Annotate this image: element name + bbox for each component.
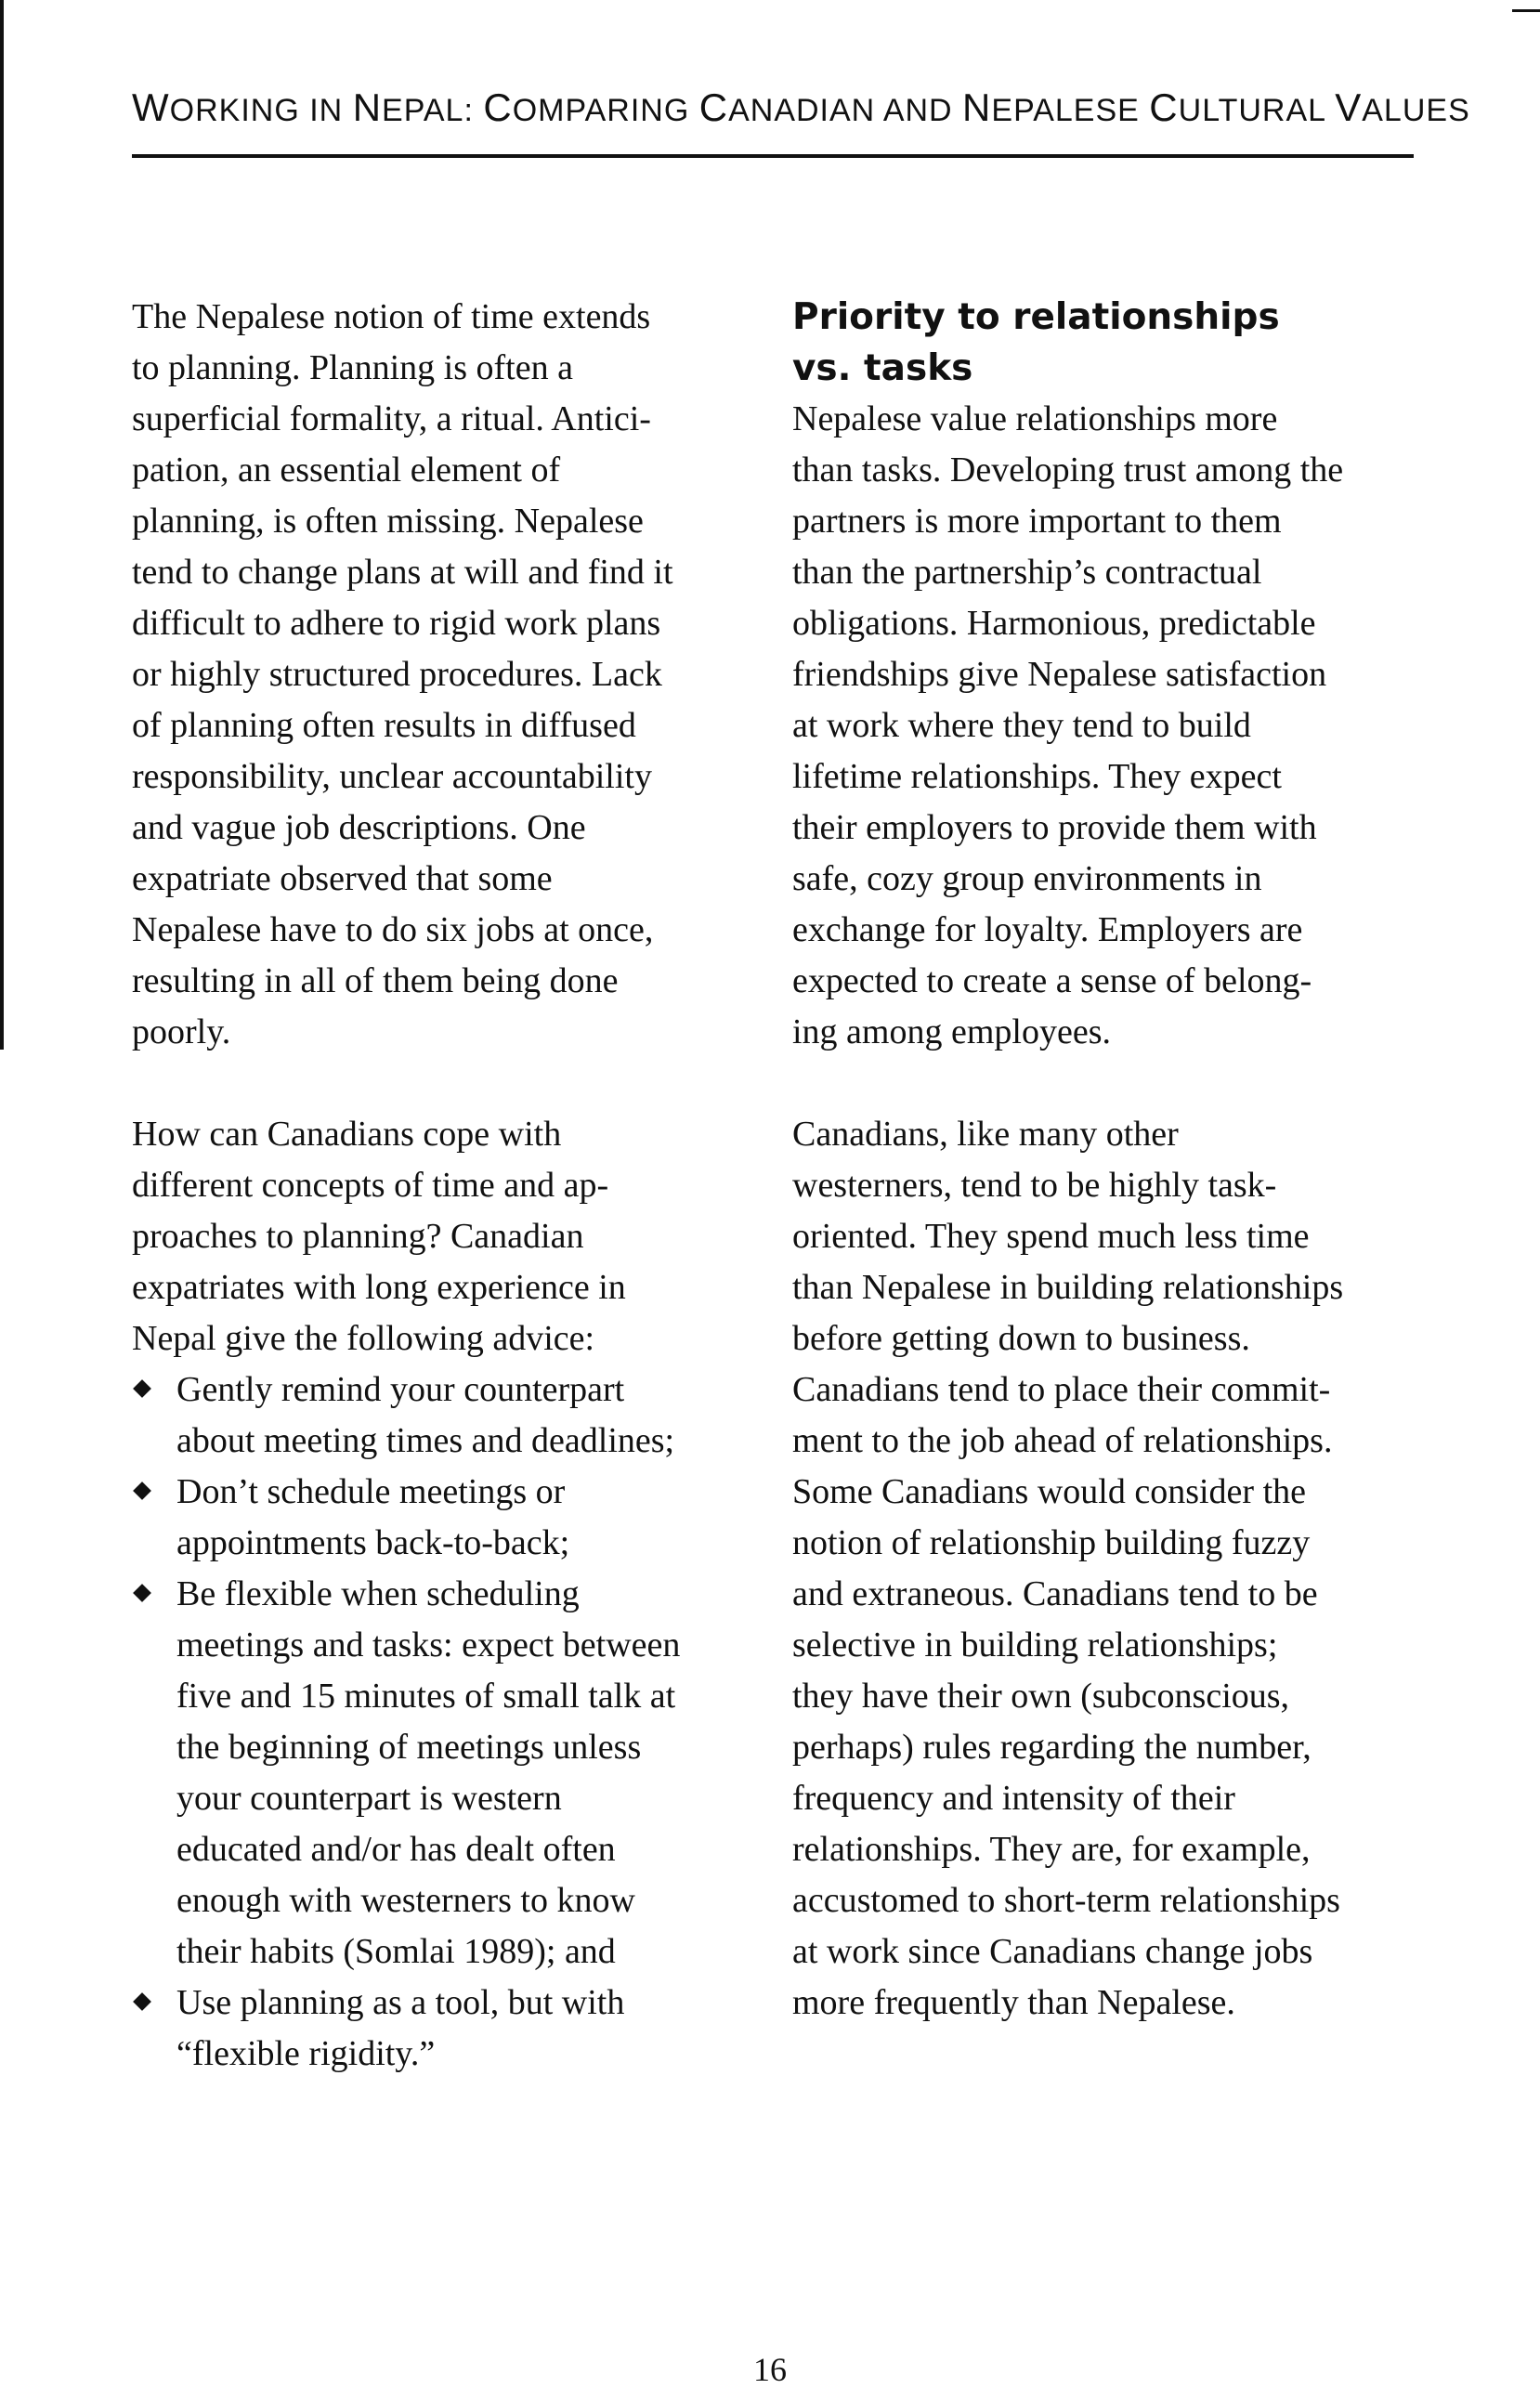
- text-line: Be flexible when scheduling: [176, 1574, 580, 1613]
- advice-item: [132, 1978, 745, 2080]
- advice-item: [132, 1569, 745, 1978]
- text-line: partners is more important to them: [792, 502, 1282, 541]
- text-line: to planning. Planning is often a: [132, 348, 573, 387]
- text-line: poorly.: [132, 1012, 231, 1051]
- text-line: expatriate observed that some: [132, 859, 553, 898]
- header-text: AND: [882, 93, 963, 128]
- text-line: different concepts of time and ap-: [132, 1166, 609, 1205]
- text-line: at work where they tend to build: [792, 706, 1251, 745]
- paragraph-time-planning: [132, 292, 745, 1058]
- header-rule: [132, 154, 1414, 158]
- text-line: perhaps) rules regarding the number,: [792, 1728, 1312, 1767]
- header-text: ULTURAL: [1178, 93, 1336, 128]
- text-line: your counterpart is western: [176, 1779, 562, 1818]
- text-line: proaches to planning? Canadian: [132, 1217, 584, 1256]
- advice-item: [132, 1364, 745, 1467]
- diamond-bullet-icon: [133, 1379, 151, 1398]
- text-line: and vague job descriptions. One: [132, 808, 586, 847]
- header-text: EPAL: [382, 93, 464, 128]
- text-line: planning, is often missing. Nepalese: [132, 502, 644, 541]
- header-text: OMPARING: [512, 93, 699, 128]
- page-edge-rule: [0, 0, 4, 1050]
- text-line: or highly structured procedures. Lack: [132, 655, 662, 694]
- diamond-bullet-icon: [133, 1482, 151, 1500]
- header-text: :: [463, 93, 484, 128]
- text-line: Use planning as a tool, but with: [176, 1983, 625, 2022]
- text-line: difficult to adhere to rigid work plans: [132, 604, 661, 643]
- advice-list: [132, 1364, 745, 2080]
- text-line: and extraneous. Canadians tend to be: [792, 1574, 1318, 1613]
- text-line: about meeting times and deadlines;: [176, 1421, 675, 1460]
- text-line: Don’t schedule meetings or: [176, 1472, 566, 1511]
- advice-item: [132, 1467, 745, 1569]
- header-text: ANADIAN: [728, 93, 883, 128]
- text-line: superficial formality, a ritual. Antici-: [132, 399, 651, 438]
- text-line: “flexible rigidity.”: [176, 2034, 436, 2073]
- header-capital: W: [132, 85, 170, 129]
- text-line: notion of relationship building fuzzy: [792, 1523, 1311, 1562]
- header-text: ORKING: [169, 93, 300, 128]
- text-line: Canadians tend to place their commit-: [792, 1370, 1331, 1409]
- text-line: Some Canadians would consider the: [792, 1472, 1307, 1511]
- paragraph-coping-advice: [132, 1109, 745, 1364]
- text-line: relationships. They are, for example,: [792, 1830, 1311, 1869]
- header-text: ALUES: [1362, 93, 1470, 128]
- text-line: Canadians, like many other: [792, 1115, 1179, 1154]
- text-line: more frequently than Nepalese.: [792, 1983, 1235, 2022]
- header-capital: C: [483, 85, 513, 129]
- text-line: Nepal give the following advice:: [132, 1319, 595, 1358]
- text-line: tend to change plans at will and find it: [132, 553, 673, 592]
- text-line: than the partnership’s contractual: [792, 553, 1262, 592]
- text-line: resulting in all of them being done: [132, 961, 619, 1000]
- text-line: vs. tasks: [792, 347, 973, 389]
- text-line: expected to create a sense of belong-: [792, 961, 1312, 1000]
- text-line: educated and/or has dealt often: [176, 1830, 616, 1869]
- text-line: accustomed to short-term relationships: [792, 1881, 1340, 1920]
- text-line: ment to the job ahead of relationships.: [792, 1421, 1333, 1460]
- header-capital: C: [698, 85, 729, 129]
- text-line: than tasks. Developing trust among the: [792, 450, 1344, 490]
- running-header: [132, 85, 1470, 130]
- corner-mark: [1512, 9, 1540, 12]
- text-line: of planning often results in diffused: [132, 706, 636, 745]
- text-line: westerners, tend to be highly task-: [792, 1166, 1277, 1205]
- text-line: the beginning of meetings unless: [176, 1728, 642, 1767]
- text-line: appointments back-to-back;: [176, 1523, 570, 1562]
- text-line: at work since Canadians change jobs: [792, 1932, 1313, 1971]
- text-line: How can Canadians cope with: [132, 1115, 562, 1154]
- page-number: 16: [753, 2351, 787, 2388]
- text-line: exchange for loyalty. Employers are: [792, 910, 1303, 949]
- text-line: obligations. Harmonious, predictable: [792, 604, 1316, 643]
- text-line: ing among employees.: [792, 1012, 1111, 1051]
- text-line: their habits (Somlai 1989); and: [176, 1932, 616, 1971]
- right-column: [792, 292, 1433, 2029]
- diamond-bullet-icon: [133, 1584, 151, 1602]
- text-line: before getting down to business.: [792, 1319, 1250, 1358]
- text-line: Priority to relationships: [792, 296, 1280, 338]
- text-line: The Nepalese notion of time extends: [132, 297, 651, 336]
- text-line: lifetime relationships. They expect: [792, 757, 1282, 796]
- paragraph-nepalese-relationships: [792, 394, 1433, 1058]
- text-line: Gently remind your counterpart: [176, 1370, 625, 1409]
- text-line: friendships give Nepalese satisfaction: [792, 655, 1327, 694]
- text-line: Nepalese value relationships more: [792, 399, 1278, 438]
- text-line: responsibility, unclear accountability: [132, 757, 652, 796]
- header-capital: C: [1149, 85, 1179, 129]
- text-line: their employers to provide them with: [792, 808, 1317, 847]
- header-text: IN: [299, 93, 353, 128]
- header-capital: N: [962, 85, 992, 129]
- diamond-bullet-icon: [133, 1992, 151, 2011]
- text-line: five and 15 minutes of small talk at: [176, 1677, 676, 1716]
- text-line: enough with westerners to know: [176, 1881, 635, 1920]
- text-line: frequency and intensity of their: [792, 1779, 1235, 1818]
- section-heading: [792, 292, 1433, 394]
- left-column: [132, 292, 745, 2080]
- text-line: safe, cozy group environments in: [792, 859, 1262, 898]
- text-line: Nepalese have to do six jobs at once,: [132, 910, 654, 949]
- header-capital: V: [1335, 85, 1363, 129]
- text-line: than Nepalese in building relationships: [792, 1268, 1344, 1307]
- text-line: oriented. They spend much less time: [792, 1217, 1310, 1256]
- header-text: EPALESE: [991, 93, 1150, 128]
- text-line: they have their own (subconscious,: [792, 1677, 1290, 1716]
- text-line: pation, an essential element of: [132, 450, 561, 490]
- text-line: expatriates with long experience in: [132, 1268, 626, 1307]
- text-line: meetings and tasks: expect between: [176, 1625, 681, 1664]
- header-capital: N: [352, 85, 383, 129]
- paragraph-canadian-tasks: [792, 1109, 1433, 2029]
- text-line: selective in building relationships;: [792, 1625, 1278, 1664]
